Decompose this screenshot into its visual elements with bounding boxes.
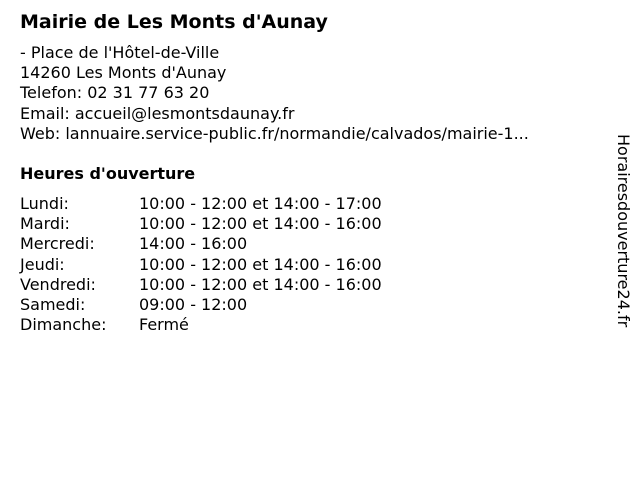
- email-address: Email: accueil@lesmontsdaunay.fr: [20, 103, 295, 123]
- time-value: 09:00 - 12:00: [139, 294, 248, 314]
- hours-heading: Heures d'ouverture: [20, 164, 196, 183]
- day-label: Dimanche:: [20, 315, 107, 335]
- day-label: Lundi:: [20, 194, 69, 213]
- address-block: [20, 43, 529, 144]
- time-value: 10:00 - 12:00 et 14:00 - 17:00: [139, 194, 382, 213]
- day-label: Vendredi:: [20, 274, 96, 294]
- time-value: 14:00 - 16:00: [139, 234, 248, 254]
- time-value: 10:00 - 12:00 et 14:00 - 16:00: [139, 274, 382, 294]
- time-value: Fermé: [139, 315, 189, 335]
- time-value: 10:00 - 12:00 et 14:00 - 16:00: [139, 254, 382, 274]
- time-value: 10:00 - 12:00 et 14:00 - 16:00: [139, 214, 382, 234]
- city-address: 14260 Les Monts d'Aunay: [20, 63, 227, 83]
- day-label: Mercredi:: [20, 234, 95, 254]
- street-address: - Place de l'Hôtel-de-Ville: [20, 43, 220, 62]
- day-label: Jeudi:: [20, 254, 65, 274]
- day-label: Samedi:: [20, 294, 86, 314]
- site-watermark: Horairesdouverture24.fr: [614, 134, 633, 328]
- day-label: Mardi:: [20, 214, 70, 234]
- page-title: Mairie de Les Monts d'Aunay: [20, 11, 328, 33]
- website-link[interactable]: Web: lannuaire.service-public.fr/normandie/calvados/mairie-1...: [20, 123, 529, 143]
- phone-number: Telefon: 02 31 77 63 20: [20, 83, 210, 103]
